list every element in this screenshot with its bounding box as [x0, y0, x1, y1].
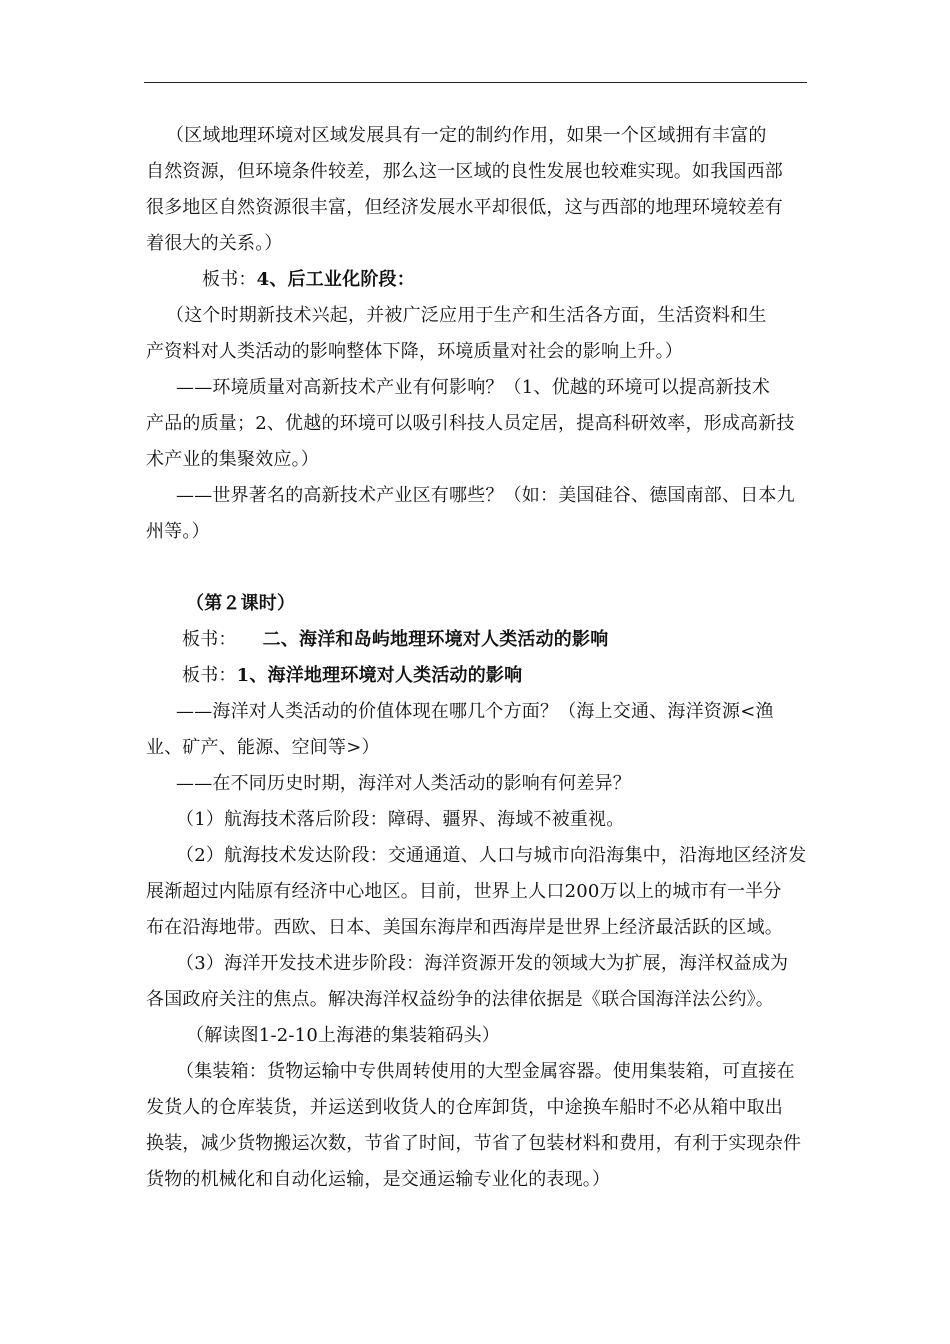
- paragraph-line: 产资料对人类活动的影响整体下降，环境质量对社会的影响上升。）: [146, 341, 683, 362]
- paragraph-line: 各国政府关注的焦点。解决海洋权益纷争的法律依据是《联合国海洋法公约》。: [146, 989, 774, 1010]
- lesson-title: （第２课时）: [186, 593, 296, 614]
- paragraph-line: 产品的质量；2、优越的环境可以吸引科技人员定居，提高科研效率，形成高新技: [146, 413, 795, 434]
- question-line: ——环境质量对高新技术产业有何影响？（1、优越的环境可以提高新技术: [176, 377, 771, 398]
- paragraph-line: （区域地理环境对区域发展具有一定的制约作用，如果一个区域拥有丰富的: [166, 125, 767, 146]
- board-label: 板书：: [182, 665, 237, 686]
- paragraph-line: （1）航海技术落后阶段：障碍、疆界、海域不被重视。: [176, 809, 625, 830]
- heading-text: 二、海洋和岛屿地理环境对人类活动的影响: [262, 629, 609, 650]
- board-label: 板书：: [202, 269, 257, 290]
- question-line: ——海洋对人类活动的价值体现在哪几个方面？（海上交通、海洋资源<渔: [176, 701, 774, 722]
- figure-reference: （解读图1-2-10上海港的集装箱码头）: [186, 1025, 500, 1046]
- paragraph-line: （集装箱：货物运输中专供周转使用的大型金属容器。使用集装箱，可直接在: [176, 1061, 795, 1082]
- question-line: ——世界著名的高新技术产业区有哪些？（如：美国硅谷、德国南部、日本九: [176, 485, 795, 506]
- paragraph-line: 术产业的集聚效应。）: [146, 449, 319, 470]
- paragraph-line: 业、矿产、能源、空间等>）: [146, 737, 380, 758]
- paragraph-line: 货物的机械化和自动化运输，是交通运输专业化的表现。）: [146, 1169, 611, 1190]
- board-heading: [182, 628, 608, 652]
- heading-text: 1、海洋地理环境对人类活动的影响: [236, 665, 523, 686]
- paragraph-line: 换装，减少货物搬运次数，节省了时间，节省了包装材料和费用，有利于实现杂件: [146, 1133, 802, 1154]
- header-rule: [144, 82, 807, 83]
- board-label: 板书：: [182, 629, 237, 650]
- paragraph-line: （3）海洋开发技术进步阶段：海洋资源开发的领域大为扩展，海洋权益成为: [176, 953, 789, 974]
- paragraph-line: 布在沿海地带。西欧、日本、美国东海岸和西海岸是世界上经济最活跃的区域。: [146, 917, 783, 938]
- paragraph-line: （2）航海技术发达阶段：交通通道、人口与城市向沿海集中，沿海地区经济发: [176, 845, 807, 866]
- paragraph-line: 着很大的关系。）: [146, 233, 283, 254]
- paragraph-line: 州等。）: [146, 521, 210, 542]
- paragraph-line: 展渐超过内陆原有经济中心地区。目前，世界上人口200万以上的城市有一半分: [146, 881, 782, 902]
- paragraph-line: 发货人的仓库装货，并运送到收货人的仓库卸货，中途换车船时不必从箱中取出: [146, 1097, 783, 1118]
- paragraph-line: 很多地区自然资源很丰富，但经济发展水平却很低，这与西部的地理环境较差有: [146, 197, 783, 218]
- heading-text: 4、后工业化阶段：: [256, 269, 415, 290]
- paragraph-line: （这个时期新技术兴起，并被广泛应用于生产和生活各方面，生活资料和生: [166, 305, 767, 326]
- board-heading: [202, 268, 415, 292]
- board-heading: [182, 664, 522, 688]
- question-line: ——在不同历史时期，海洋对人类活动的影响有何差异？: [176, 773, 631, 794]
- paragraph-line: 自然资源，但环境条件较差，那么这一区域的良性发展也较难实现。如我国西部: [146, 161, 783, 182]
